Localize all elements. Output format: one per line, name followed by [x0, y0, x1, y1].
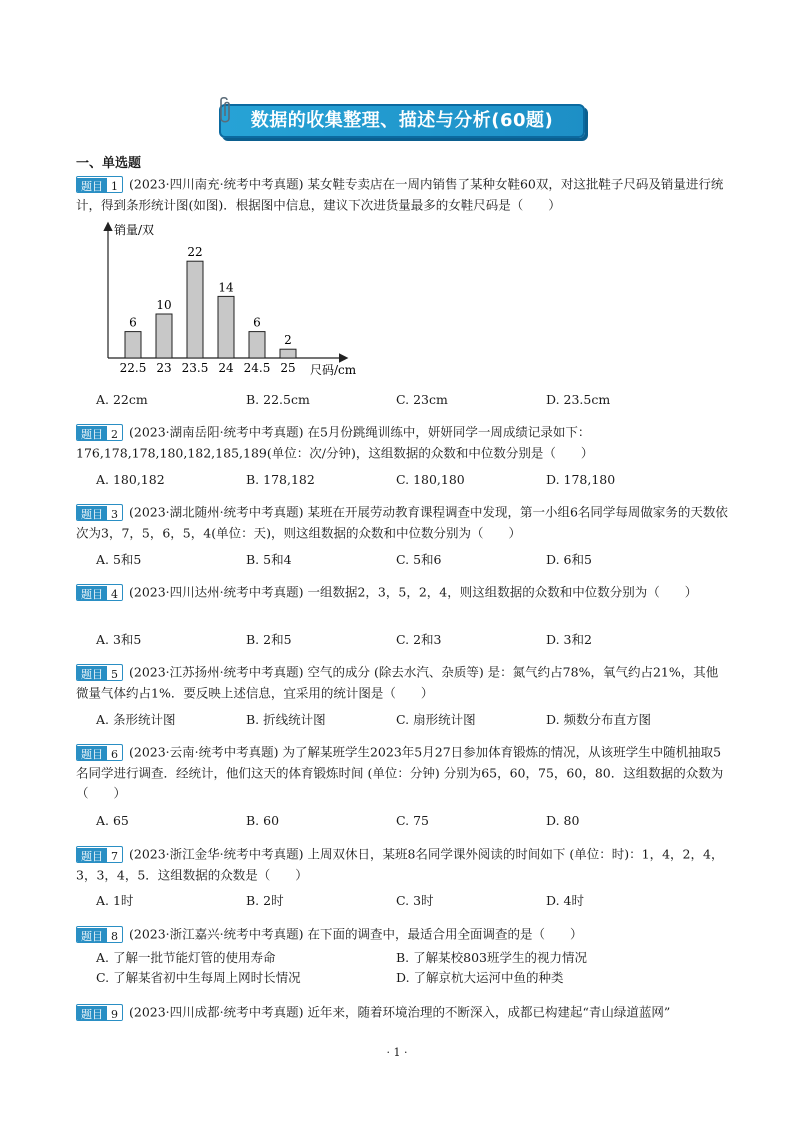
option-a[interactable]: A. 180,182: [96, 472, 165, 487]
x-axis-label: 尺码/cm: [310, 363, 357, 377]
data-label-23.5: 22: [187, 245, 203, 260]
question-tag: 题目 8: [76, 926, 123, 943]
section-heading: 一、单选题: [76, 156, 142, 171]
question-tag: 题目 6: [76, 744, 123, 761]
question-text: (2023·江苏扬州·统考中考真题) 空气的成分 (除去水汽、杂质等) 是：氮气约占78%，氧气约占21%，其他微量气体约占1%．要反映上述信息，宜采用的统计图是（ ）: [76, 664, 719, 700]
options-7: [96, 891, 736, 911]
question-text: (2023·四川南充·统考中考真题) 某女鞋专卖店在一周内销售了某种女鞋60双，对这批鞋子尺码及销量进行统计，得到条形统计图(如图)．根据图中信息，建议下次进货量最多的女鞋尺码是（ ）: [76, 176, 724, 212]
question-tag: 题目 9: [76, 1004, 123, 1021]
option-b[interactable]: B. 了解某校803班学生的视力情况: [396, 950, 587, 965]
y-axis-label: 销量/双: [114, 223, 155, 237]
x-tick-label-23: 23: [156, 361, 172, 375]
x-tick-label-24: 24: [218, 361, 234, 375]
option-a[interactable]: A. 1时: [96, 893, 134, 908]
paperclip-icon: [213, 96, 235, 126]
option-c[interactable]: C. 23cm: [396, 392, 448, 407]
option-d[interactable]: D. 178,180: [546, 472, 616, 487]
option-b[interactable]: B. 折线统计图: [246, 712, 326, 727]
question-3: [76, 502, 730, 543]
option-a[interactable]: A. 条形统计图: [96, 712, 176, 727]
option-c[interactable]: C. 3时: [396, 893, 434, 908]
option-c[interactable]: C. 扇形统计图: [396, 712, 476, 727]
question-tag: 题目 4: [76, 584, 123, 601]
question-text: (2023·浙江金华·统考中考真题) 上周双休日，某班8名同学课外阅读的时间如下 (单位：时)：1，4，2，4，3，3，4，5．这组数据的众数是（ ）: [76, 846, 724, 882]
option-b[interactable]: B. 2和5: [246, 632, 292, 647]
question-tag: 题目 2: [76, 424, 123, 441]
x-tick-label-23.5: 23.5: [181, 361, 209, 375]
option-b[interactable]: B. 22.5cm: [246, 392, 310, 407]
option-c[interactable]: C. 75: [396, 813, 429, 828]
question-7: [76, 844, 730, 885]
bar-chart: [92, 218, 372, 383]
option-b[interactable]: B. 60: [246, 813, 280, 828]
bar-24.5: [249, 332, 265, 358]
question-tag: 题目 5: [76, 664, 123, 681]
question-text: (2023·湖南岳阳·统考中考真题) 在5月份跳绳训练中，妍妍同学一周成绩记录如下：176,178,178,180,182,185,189(单位：次/分钟)，这组数据的众数和中位数分别是（ ）: [76, 424, 594, 460]
option-a[interactable]: A. 5和5: [96, 552, 142, 567]
bar-23.5: [187, 261, 203, 358]
bar-23: [156, 314, 172, 358]
bar-22.5: [125, 332, 141, 358]
question-tag: 题目 3: [76, 504, 123, 521]
bar-24: [218, 296, 234, 358]
x-tick-label-25: 25: [280, 361, 296, 375]
title-banner: [213, 96, 585, 140]
options-6: [96, 811, 736, 831]
options-3: [96, 550, 736, 570]
bar-25: [280, 349, 296, 358]
option-d[interactable]: D. 23.5cm: [546, 392, 611, 407]
question-2: [76, 422, 730, 463]
question-6: [76, 742, 730, 804]
option-a[interactable]: A. 3和5: [96, 632, 142, 647]
option-c[interactable]: C. 了解某省初中生每周上网时长情况: [96, 970, 301, 985]
option-b[interactable]: B. 178,182: [246, 472, 315, 487]
data-label-25: 2: [284, 333, 292, 348]
option-c[interactable]: C. 5和6: [396, 552, 442, 567]
options-1: [96, 390, 736, 410]
question-text: (2023·四川达州·统考中考真题) 一组数据2，3，5，2，4，则这组数据的众数和中位数分别为（ ）: [128, 584, 698, 600]
options-8: [96, 948, 736, 988]
option-d[interactable]: D. 3和2: [546, 632, 592, 647]
options-2: [96, 470, 736, 490]
question-1: [76, 174, 730, 215]
option-a[interactable]: A. 22cm: [96, 392, 148, 407]
option-b[interactable]: B. 2时: [246, 893, 284, 908]
option-d[interactable]: D. 了解京杭大运河中鱼的种类: [396, 970, 564, 985]
question-text: (2023·四川成都·统考中考真题) 近年来，随着环境治理的不断深入，成都已构建起“青山绿道蓝网”: [128, 1004, 671, 1020]
data-label-24: 14: [218, 280, 234, 295]
page-number: · 1 ·: [386, 1046, 408, 1059]
option-d[interactable]: D. 4时: [546, 893, 584, 908]
option-c[interactable]: C. 2和3: [396, 632, 442, 647]
question-tag: 题目 1: [76, 176, 123, 193]
options-4: [96, 630, 736, 650]
data-label-24.5: 6: [253, 315, 261, 330]
options-5: [96, 710, 736, 730]
x-tick-label-24.5: 24.5: [243, 361, 271, 375]
question-5: [76, 662, 730, 703]
x-tick-label-22.5: 22.5: [119, 361, 147, 375]
question-text: (2023·湖北随州·统考中考真题) 某班在开展劳动教育课程调查中发现，第一小组6名同学每周做家务的天数依次为3，7，5，6，5，4(单位：天)，则这组数据的众数和中位数分别为（ ）: [76, 504, 728, 540]
page-title: 数据的收集整理、描述与分析(60题): [219, 104, 585, 138]
question-4: [76, 582, 730, 603]
option-b[interactable]: B. 5和4: [246, 552, 292, 567]
option-d[interactable]: D. 6和5: [546, 552, 592, 567]
question-8: [76, 924, 730, 945]
question-9: [76, 1002, 730, 1023]
option-a[interactable]: A. 65: [96, 813, 129, 828]
question-tag: 题目 7: [76, 846, 123, 863]
data-label-22.5: 6: [129, 315, 137, 330]
data-label-23: 10: [156, 298, 172, 312]
option-a[interactable]: A. 了解一批节能灯管的使用寿命: [96, 950, 276, 965]
option-d[interactable]: D. 80: [546, 813, 580, 828]
question-text: (2023·浙江嘉兴·统考中考真题) 在下面的调查中，最适合用全面调查的是（ ）: [128, 926, 583, 942]
question-text: (2023·云南·统考中考真题) 为了解某班学生2023年5月27日参加体育锻炼的情况，从该班学生中随机抽取5名同学进行调查．经统计，他们这天的体育锻炼时间 (单位：分钟) 分别为65，60，75，60，80．这组数据的众数为（ ）: [76, 744, 724, 801]
option-c[interactable]: C. 180,180: [396, 472, 465, 487]
option-d[interactable]: D. 频数分布直方图: [546, 712, 652, 727]
